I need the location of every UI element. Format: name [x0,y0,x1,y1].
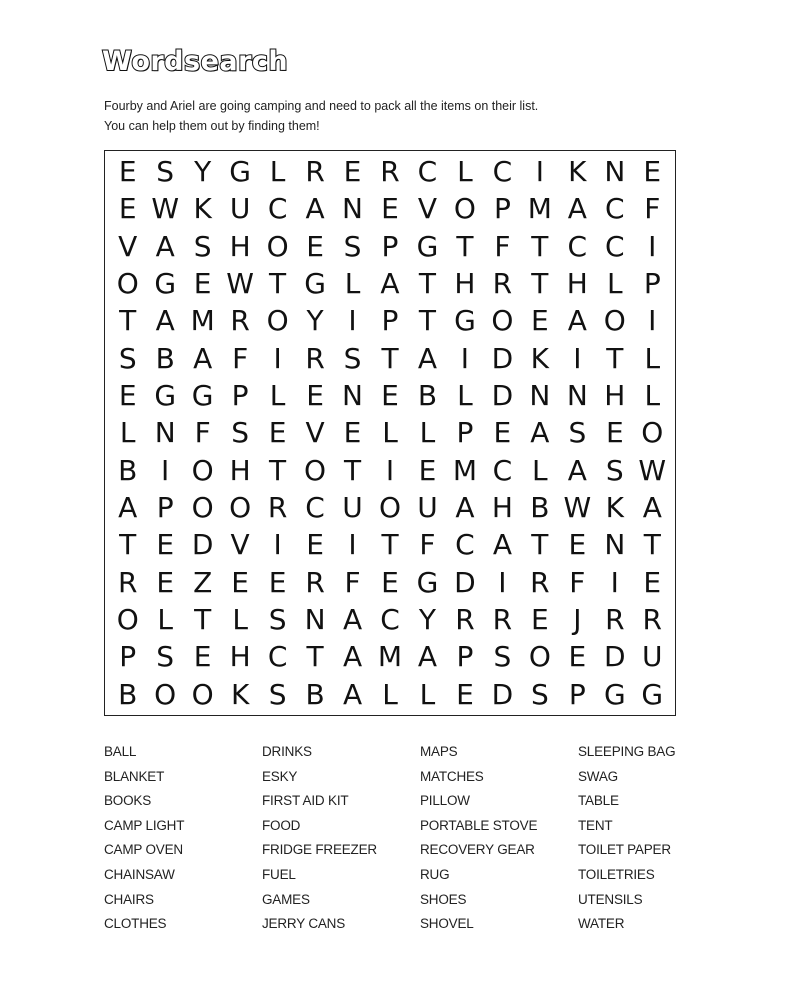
grid-letter[interactable]: H [491,491,513,525]
word-list-item: SWAG [578,768,618,784]
grid-letter[interactable]: L [644,341,661,375]
page-title: Wordsearch [102,46,289,77]
grid-letter[interactable]: R [267,491,288,525]
grid-letter[interactable]: K [568,155,587,189]
grid-letter[interactable]: U [229,192,251,226]
word-list-item: CHAINSAW [104,866,175,882]
grid-letter[interactable]: K [530,341,550,375]
grid-letter[interactable]: C [492,155,513,189]
grid-letter[interactable]: T [269,267,287,301]
grid-letter[interactable]: H [454,267,476,301]
word-list-item: SHOVEL [420,916,474,932]
intro-line-1: Fourby and Ariel are going camping and need to pack all the items on their list. [104,99,539,113]
grid-letter[interactable]: J [573,603,582,637]
grid-letter[interactable]: E [531,603,549,637]
grid-letter[interactable]: P [231,379,249,413]
grid-letter[interactable]: I [273,528,282,562]
grid-letter[interactable]: G [454,304,476,338]
word-list-item: BLANKET [104,768,165,784]
grid-letter[interactable]: K [193,192,212,226]
grid-letter[interactable]: P [119,640,137,674]
word-list-item: PILLOW [420,793,470,809]
grid-letter[interactable]: S [268,677,287,711]
grid-letter[interactable]: L [532,453,548,487]
grid-letter[interactable]: L [606,267,623,301]
grid-letter[interactable]: E [568,640,587,674]
grid-letter[interactable]: L [457,155,473,189]
grid-letter[interactable]: G [416,229,439,263]
grid-letter[interactable]: B [530,491,550,525]
grid-letter[interactable]: L [382,677,398,711]
grid-letter[interactable]: P [381,229,399,263]
grid-letter[interactable]: P [456,640,474,674]
grid-letter[interactable]: N [604,155,626,189]
grid-letter[interactable]: B [118,677,138,711]
grid-letter[interactable]: T [531,267,549,301]
grid-letter[interactable]: E [381,565,399,599]
grid-letter[interactable]: R [305,155,325,189]
grid-letter[interactable]: R [530,565,550,599]
word-list-item: MATCHES [420,768,484,784]
grid-letter[interactable]: A [342,677,363,711]
grid-letter[interactable]: N [529,379,551,413]
grid-letter[interactable]: L [419,416,436,450]
grid-letter[interactable]: A [118,491,138,525]
grid-letter[interactable]: P [568,677,586,711]
grid-letter[interactable]: O [191,491,214,525]
word-list-item: TOILET PAPER [578,842,671,858]
grid-letter[interactable]: E [306,528,324,562]
grid-letter[interactable]: R [230,304,250,338]
grid-letter[interactable]: R [117,565,138,599]
word-list-item: GAMES [262,891,310,907]
grid-letter[interactable]: F [194,416,211,450]
grid-letter[interactable]: S [343,229,362,263]
grid-letter[interactable]: R [492,267,513,301]
word-list-item: MAPS [420,744,458,759]
grid-letter[interactable]: M [452,453,477,487]
grid-letter[interactable]: R [305,565,325,599]
grid-letter[interactable]: G [603,677,626,711]
grid-letter[interactable]: M [377,640,403,674]
intro-line-2: You can help them out by finding them! [104,119,320,133]
grid-letter[interactable]: O [266,304,289,338]
grid-letter[interactable]: K [605,491,624,525]
grid-letter[interactable]: E [568,528,587,562]
grid-letter[interactable]: L [457,379,473,413]
grid-letter[interactable]: A [155,304,175,338]
grid-letter[interactable]: R [492,603,513,637]
grid-letter[interactable]: H [229,453,251,487]
grid-letter[interactable]: S [568,416,587,450]
word-column [104,740,262,937]
grid-letter[interactable]: I [460,341,470,375]
grid-letter[interactable]: D [491,341,514,375]
grid-letter[interactable]: G [416,565,439,599]
grid-letter[interactable]: T [343,453,362,487]
grid-letter[interactable]: Y [194,155,212,189]
grid-letter[interactable]: E [418,453,437,487]
grid-letter[interactable]: A [492,528,512,562]
grid-letter[interactable]: B [417,379,438,413]
word-list-item: JERRY CANS [262,916,346,932]
grid-letter[interactable]: N [604,528,626,562]
grid-letter[interactable]: I [498,565,507,599]
grid-letter[interactable]: N [304,603,326,637]
grid-letter[interactable]: S [231,416,250,450]
grid-letter[interactable]: E [231,565,249,599]
grid-letter[interactable]: E [306,379,324,413]
grid-letter[interactable]: I [348,304,357,338]
word-list-item: FUEL [262,866,296,882]
grid-letter[interactable]: R [305,341,325,375]
grid-letter[interactable]: A [305,192,325,226]
grid-letter[interactable]: L [232,603,248,637]
grid-letter[interactable]: E [343,155,362,189]
word-list-item: SLEEPING BAG [578,744,676,759]
grid-letter[interactable]: O [116,267,139,301]
word-list-item: TENT [578,817,613,833]
grid-letter[interactable]: U [417,491,438,525]
grid-letter[interactable]: O [378,491,402,525]
grid-letter[interactable]: P [381,304,399,338]
grid-letter[interactable]: H [566,267,588,301]
grid-letter[interactable]: L [269,379,286,413]
word-list-item: SHOES [420,891,467,907]
grid-letter[interactable]: F [644,192,661,226]
grid-letter[interactable]: O [191,453,214,487]
grid-letter[interactable]: E [268,416,287,450]
grid-letter[interactable]: N [342,379,363,413]
grid-letter[interactable]: A [567,192,587,226]
grid-letter[interactable]: C [267,192,288,226]
grid-letter[interactable]: B [305,677,325,711]
grid-letter[interactable]: T [381,528,399,562]
grid-letter[interactable]: D [191,528,214,562]
grid-letter[interactable]: I [161,453,170,487]
grid-letter[interactable]: I [573,341,582,375]
grid-letter[interactable]: A [380,267,400,301]
grid-letter[interactable]: C [492,453,513,487]
grid-letter[interactable]: F [232,341,249,375]
grid-letter[interactable]: L [269,155,286,189]
grid-letter[interactable]: S [343,341,362,375]
word-list-item: ESKY [262,768,298,784]
word-list-item: BALL [104,744,137,759]
grid-letter[interactable]: A [530,416,550,450]
grid-letter[interactable]: G [154,379,177,413]
grid-letter[interactable]: V [305,416,325,450]
word-column [262,740,420,937]
grid-letter[interactable]: C [380,603,400,637]
word-list-item: BOOKS [104,793,152,809]
grid-letter[interactable]: B [118,453,138,487]
grid-letter[interactable]: L [419,677,436,711]
grid-letter[interactable]: R [380,155,400,189]
grid-letter[interactable]: L [344,267,361,301]
grid-letter[interactable]: F [494,229,511,263]
grid-letter[interactable]: C [567,229,588,263]
word-list-item: CAMP OVEN [104,842,183,858]
grid-letter[interactable]: O [154,677,177,711]
grid-letter[interactable]: O [641,416,664,450]
grid-letter[interactable]: E [193,640,212,674]
grid-letter[interactable]: V [417,192,438,226]
grid-letter[interactable]: O [491,304,514,338]
grid-letter[interactable]: E [456,677,474,711]
grid-letter[interactable]: L [157,603,173,637]
grid-letter[interactable]: N [154,416,176,450]
grid-letter[interactable]: P [456,416,474,450]
grid-letter[interactable]: A [417,341,438,375]
word-list-item: CHAIRS [104,891,154,907]
grid-letter[interactable]: U [342,491,363,525]
grid-letter[interactable]: A [342,640,363,674]
grid-letter[interactable]: T [531,229,549,263]
grid-letter[interactable]: D [454,565,476,599]
grid-letter[interactable]: T [119,304,137,338]
grid-letter[interactable]: L [119,416,136,450]
grid-letter[interactable]: C [605,192,625,226]
word-list [104,740,724,937]
grid-letter[interactable]: I [273,341,282,375]
grid-letter[interactable]: S [605,453,624,487]
grid-letter[interactable]: T [194,603,212,637]
grid-letter[interactable]: T [643,528,661,562]
grid-letter[interactable]: E [531,304,549,338]
grid-letter[interactable]: R [642,603,662,637]
word-list-item: FRIDGE FREEZER [262,842,377,858]
grid-letter[interactable]: M [190,304,215,338]
grid-letter[interactable]: O [453,192,476,226]
grid-letter[interactable]: E [343,416,362,450]
grid-letter[interactable]: I [648,229,657,263]
word-list-item: CLOTHES [104,916,167,932]
grid-letter[interactable]: H [229,229,251,263]
grid-letter[interactable]: E [381,379,399,413]
grid-letter[interactable]: C [305,491,325,525]
grid-letter[interactable]: T [269,453,287,487]
grid-letter[interactable]: E [156,565,175,599]
grid-letter[interactable]: E [156,528,175,562]
grid-letter[interactable]: A [567,304,587,338]
grid-letter[interactable]: W [151,192,180,226]
grid-letter[interactable]: D [604,640,626,674]
grid-letter[interactable]: E [643,565,662,599]
grid-letter[interactable]: D [491,379,514,413]
grid-letter[interactable]: P [493,192,511,226]
grid-letter[interactable]: O [266,229,289,263]
grid-letter[interactable]: A [417,640,438,674]
grid-letter[interactable]: O [229,491,252,525]
letter-grid [104,150,676,716]
grid-letter[interactable]: T [456,229,474,263]
grid-letter[interactable]: E [118,192,137,226]
grid-letter[interactable]: T [381,341,399,375]
word-list-item: PORTABLE STOVE [420,817,538,833]
word-list-item: UTENSILS [578,891,643,907]
grid-letter[interactable]: E [643,155,662,189]
grid-letter[interactable]: A [455,491,475,525]
grid-letter[interactable]: T [306,640,324,674]
grid-letter[interactable]: R [605,603,625,637]
grid-letter[interactable]: C [455,528,475,562]
grid-letter[interactable]: A [342,603,363,637]
word-list-item: DRINKS [262,744,312,759]
grid-letter[interactable]: E [605,416,624,450]
grid-letter[interactable]: T [418,267,436,301]
grid-letter[interactable]: L [382,416,398,450]
grid-letter[interactable]: S [268,603,287,637]
grid-letter[interactable]: O [116,603,139,637]
grid-letter[interactable]: S [156,155,175,189]
grid-letter[interactable]: E [268,565,287,599]
grid-letter[interactable]: C [267,640,288,674]
grid-letter[interactable]: F [344,565,361,599]
grid-letter[interactable]: I [535,155,544,189]
grid-letter[interactable]: V [230,528,250,562]
intro-text [104,96,704,136]
grid-letter[interactable]: P [643,267,661,301]
grid-letter[interactable]: T [418,304,436,338]
grid-letter[interactable]: E [306,229,324,263]
grid-letter[interactable]: K [230,677,250,711]
grid-letter[interactable]: E [493,416,512,450]
grid-letter[interactable]: N [566,379,588,413]
grid-letter[interactable]: E [381,192,399,226]
grid-letter[interactable]: P [156,491,174,525]
grid-letter[interactable]: A [155,229,175,263]
grid-letter[interactable]: G [229,155,251,189]
grid-letter[interactable]: H [229,640,251,674]
grid-letter[interactable]: G [641,677,664,711]
word-list-item: FOOD [262,817,301,833]
grid-letter[interactable]: T [531,528,549,562]
grid-letter[interactable]: A [193,341,213,375]
grid-letter[interactable]: I [648,304,657,338]
word-list-item: WATER [578,916,625,932]
word-column [420,740,578,937]
grid-letter[interactable]: G [304,267,326,301]
grid-letter[interactable]: Z [193,565,213,599]
grid-letter[interactable]: G [191,379,214,413]
grid-letter[interactable]: H [604,379,626,413]
grid-letter[interactable]: C [417,155,438,189]
grid-letter[interactable]: B [155,341,175,375]
grid-letter[interactable]: I [610,565,619,599]
grid-letter[interactable]: F [419,528,436,562]
grid-letter[interactable]: U [642,640,663,674]
grid-letter[interactable]: S [156,640,175,674]
grid-letter[interactable]: O [528,640,551,674]
grid-letter[interactable]: I [348,528,357,562]
grid-letter[interactable]: R [455,603,475,637]
grid-letter[interactable]: O [191,677,214,711]
grid-letter[interactable]: S [493,640,512,674]
grid-letter[interactable]: F [569,565,586,599]
word-list-item: CAMP LIGHT [104,817,185,833]
grid-letter[interactable]: I [385,453,395,487]
grid-letter[interactable]: S [530,677,549,711]
grid-letter[interactable]: E [118,155,137,189]
grid-letter[interactable]: T [606,341,624,375]
word-list-item: TABLE [578,793,619,809]
grid-letter[interactable]: S [193,229,212,263]
grid-letter[interactable]: C [605,229,625,263]
grid-letter[interactable]: S [118,341,137,375]
grid-letter[interactable]: O [603,304,626,338]
grid-letter[interactable]: V [118,229,138,263]
grid-letter[interactable]: W [226,267,254,301]
grid-letter[interactable]: W [638,453,667,487]
grid-letter[interactable]: Y [306,304,324,338]
grid-letter[interactable]: L [644,379,661,413]
grid-letter[interactable]: E [193,267,212,301]
grid-letter[interactable]: D [491,677,514,711]
word-list-item: TOILETRIES [578,866,655,882]
grid-letter[interactable]: G [154,267,177,301]
grid-letter[interactable]: T [119,528,137,562]
word-column [578,740,724,937]
grid-letter[interactable]: M [527,192,552,226]
grid-letter[interactable]: E [118,379,137,413]
word-list-item: RUG [420,866,450,882]
grid-letter[interactable]: Y [418,603,436,637]
grid-letter[interactable]: A [567,453,587,487]
grid-letter[interactable]: W [563,491,592,525]
grid-letter[interactable]: A [642,491,662,525]
word-list-item: RECOVERY GEAR [420,842,535,858]
grid-letter[interactable]: N [342,192,363,226]
grid-letter[interactable]: O [304,453,327,487]
word-list-item: FIRST AID KIT [262,793,349,809]
